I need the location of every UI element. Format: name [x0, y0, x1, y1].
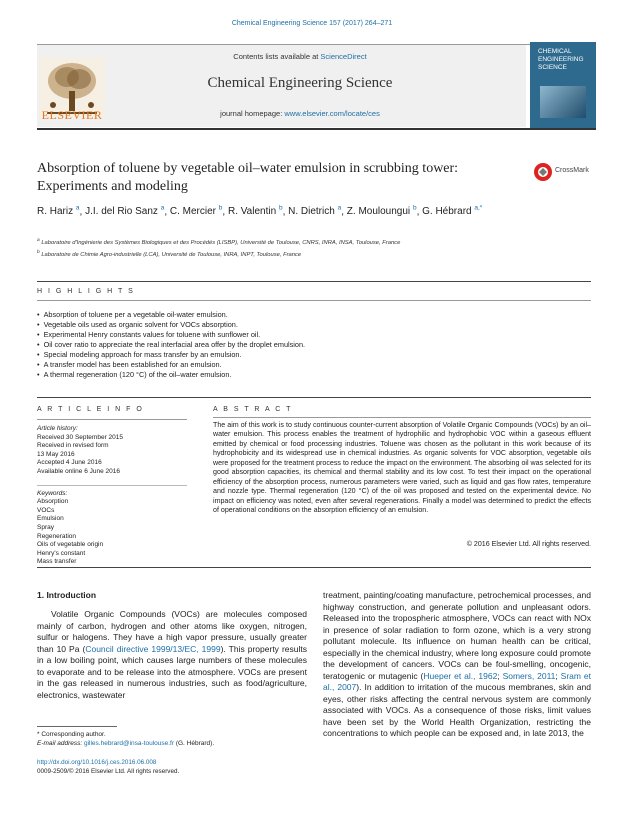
contents-line: [110, 52, 490, 61]
doi-block: [37, 758, 307, 776]
keywords: [37, 485, 187, 567]
sciencedirect-link[interactable]: ScienceDirect: [320, 52, 367, 61]
reference-link[interactable]: Somers, 2011: [502, 670, 556, 681]
divider: [37, 567, 591, 568]
publisher-name: ELSEVIER: [41, 108, 103, 122]
cover-image: [540, 86, 586, 118]
author[interactable]: G. Hébrard $^{a,*}$: [422, 205, 483, 218]
homepage-url[interactable]: www.elsevier.com/locate/ces: [284, 109, 380, 118]
divider: [213, 417, 591, 418]
highlights-list: [37, 310, 437, 380]
highlight-item: • A transfer model has been established for an emulsion.: [37, 360, 437, 370]
author-list: R. Hariz $^a$, J.I. del Rio Sanz $^a$, C. Mercier $^b$, R. Valentin $^b$, N. Dietrich $^a$, Z. Mouloungui $^b$, G. Hébrard $^{a,*}$: [37, 205, 483, 218]
affiliation: $^a$ Laboratoire d'Ingénierie des Systèmes Biologiques et des Procédés (LISBP), Université de Toulouse, CNRS, INRA, INSA, Toulouse, France: [37, 238, 401, 246]
affiliations: [37, 236, 577, 260]
keyword: Mass transfer: [37, 558, 77, 566]
cover-title-line: ENGINEERING: [538, 56, 584, 63]
affiliation: $^b$ Laboratoire de Chimie Agro-industrielle (LCA), Université de Toulouse, INRA, INPT, Toulouse, France: [37, 249, 302, 258]
divider: [37, 397, 591, 398]
journal-homepage: [110, 109, 490, 118]
footnote: [37, 730, 307, 748]
highlight-item: • Vegetable oils used as organic solvent for VOCs absorption.: [37, 320, 437, 330]
history-label: Article history:: [37, 425, 78, 432]
footnote-rule: [37, 726, 117, 727]
divider: [37, 300, 591, 301]
intro-column-1: Volatile Organic Compounds (VOCs) are molecules composed mainly of carbon, hydrogen and other atoms like oxygen, nitrogen, sulfur or halogens. They have a high vapor pressure, usually greater than 10 Pa (Council directive 1999/13/EC, 1999). This property results in a low boiling point, which causes large numbers of these molecules to evaporate and to be release into the atmosphere. VOCs are present in the gas released in numerous industries, such as food/agriculture, electronics, wastewater: [37, 609, 308, 700]
article-info: [37, 425, 187, 575]
highlight-item: • Special modeling approach for mass transfer by an emulsion.: [37, 350, 437, 360]
abstract-copyright: © 2016 Elsevier Ltd. All rights reserved.: [466, 540, 591, 548]
highlights-heading: H I G H L I G H T S: [37, 288, 135, 295]
keyword: Regeneration: [37, 532, 77, 540]
reference-link[interactable]: Council directive 1999/13/EC, 1999: [85, 643, 221, 654]
cover-title: [538, 48, 594, 72]
homepage-prefix: journal homepage:: [220, 109, 285, 118]
issn-line: 0009-2509/© 2016 Elsevier Ltd. All rights reserved.: [37, 768, 180, 775]
contents-prefix: Contents lists available at: [233, 52, 321, 61]
intro-column-2: treatment, painting/coating manufacture, petrochemical processes, and highway construction, and generate pollution and unpleasant odors. Released into the tropospheric atmosphere, VOCs can react with NOx in presence of solar radiation to form ozone, which is a very strong pollutant molecule. Its influence on human health can be critical, especially in the chemical industry, where long exposure could promote the development of cancers. VOCs can be foul-smelling, oncogenic, teratogenic or mutagenic (Hueper et al., 1962; Somers, 2011; Sram et al., 2007). In addition to irritation of the mucous membranes, skin and eyes, other risks affecting the central nervous system are commonly associated with VOCs. As a consequence of those risks, limit values have been set by the World Health Organization, restricting the concentrations to which people can be exposed and, in late 2013, the: [323, 590, 591, 738]
email-line: E-mail address: gilles.hebrard@insa-toulouse.fr (G. Hébrard).: [37, 740, 215, 747]
highlight-item: • A thermal regeneration (120 °C) of the oil–water emulsion.: [37, 370, 437, 380]
journal-title: Chemical Engineering Science: [207, 75, 393, 91]
reference-link[interactable]: Sram et al., 2007: [323, 670, 591, 692]
header-rule-bottom: [37, 128, 596, 130]
keyword: VOCs: [37, 506, 55, 514]
keyword: Emulsion: [37, 515, 64, 523]
cover-title-line: SCIENCE: [538, 64, 567, 71]
keyword: Henry's constant: [37, 549, 86, 557]
paper-title: Absorption of toluene by vegetable oil–water emulsion in scrubbing tower: Experiments and modeling: [37, 161, 459, 194]
keywords-label: Keywords:: [37, 489, 68, 497]
highlight-item: • Absorption of toluene per a vegetable oil-water emulsion.: [37, 310, 437, 320]
article-info-heading: A R T I C L E I N F O: [37, 406, 144, 413]
cover-title-line: CHEMICAL: [538, 48, 572, 55]
crossmark-label[interactable]: CrossMark: [555, 167, 589, 174]
author[interactable]: N. Dietrich $^a$: [288, 205, 342, 218]
email-link[interactable]: gilles.hebrard@insa-toulouse.fr: [83, 740, 175, 747]
keyword: Spray: [37, 523, 54, 531]
journal-citation: Chemical Engineering Science 157 (2017) 264–271: [231, 20, 393, 27]
corresponding-author: * Corresponding author.: [37, 731, 106, 738]
author[interactable]: Z. Mouloungui $^b$: [346, 205, 417, 218]
author[interactable]: R. Hariz $^a$: [37, 205, 80, 218]
abstract-text: The aim of this work is to study continuous counter-current absorption of Volatile Organic Compounds (VOCs) by an oil–water emulsion. This process enables the treatment of hydrophilic and hydrophobic VOC within a gaseous effluent emitted by chemical or food processing industries. Toluene was chosen as the pollutant in this work because of its hydrophobicity and its widespread use in chemical industries. As organic solvents for VOC absorption, vegetable oils were proposed for the treatment process to reduce the impact on the environment. The absorbing oil was selected for its good absorption capacities, its chemical and thermal stability and its low cost. To test their impact on the operational efficiency of the absorption process, numerous parameters were varied, such as liquid and gas flow rates, temperature and nozzle type. Thermal regeneration (120 °C) of the oil was proposed and tested on the experimental device. No impact on efficiency was noted, even after several regenerations. Finally a model was determined to predict the effects of operational conditions on the absorption efficiency of an emulsion.: [213, 421, 591, 515]
keyword: Absorption: [37, 498, 69, 506]
author[interactable]: R. Valentin $^b$: [227, 205, 283, 218]
highlight-item: • Oil cover ratio to appreciate the real interfacial area offer by the droplet emulsion.: [37, 340, 437, 350]
author[interactable]: C. Mercier $^b$: [169, 205, 223, 218]
divider: [37, 419, 187, 420]
history-line: Available online 6 June 2016: [37, 467, 121, 475]
history-line: Received in revised form: [37, 442, 109, 450]
section-heading: 1. Introduction: [37, 590, 97, 600]
history-line: Accepted 4 June 2016: [37, 459, 102, 467]
keyword: Oils of vegetable origin: [37, 541, 104, 549]
reference-link[interactable]: Hueper et al., 1962: [423, 670, 498, 681]
history-line: Received 30 September 2015: [37, 433, 124, 441]
author[interactable]: J.I. del Rio Sanz $^a$: [85, 205, 165, 218]
article-history: [37, 425, 187, 477]
highlight-item: • Experimental Henry constants values for toluene with sunflower oil.: [37, 330, 437, 340]
doi-link[interactable]: http://dx.doi.org/10.1016/j.ces.2016.06.008: [37, 759, 157, 766]
abstract-heading: A B S T R A C T: [213, 406, 293, 413]
divider: [37, 281, 591, 282]
history-line: 13 May 2016: [37, 450, 75, 458]
